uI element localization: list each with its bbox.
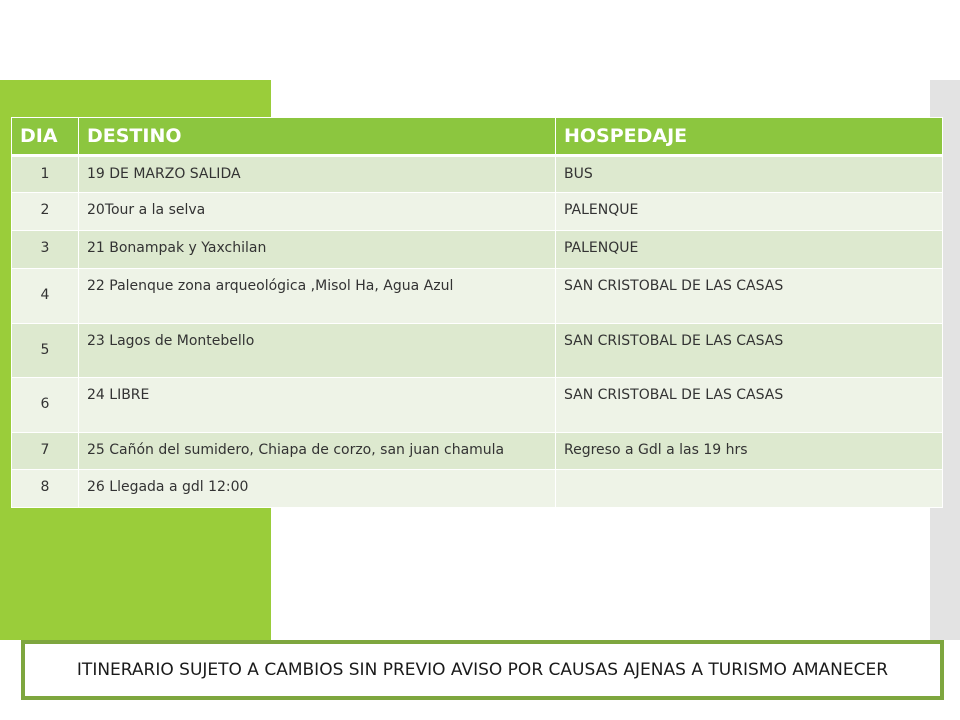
itinerary-table-container — [11, 117, 942, 508]
cell-dia: 8 — [12, 470, 79, 508]
cell-destino: 23 Lagos de Montebello — [79, 324, 556, 378]
cell-dia: 3 — [12, 231, 79, 269]
table-row — [12, 470, 943, 508]
cell-destino: 22 Palenque zona arqueológica ,Misol Ha, Agua Azul — [79, 269, 556, 324]
table-row — [12, 269, 943, 324]
table-row — [12, 433, 943, 470]
itinerary-table — [11, 117, 943, 508]
table-row — [12, 378, 943, 433]
cell-dia: 4 — [12, 269, 79, 324]
cell-destino: 19 DE MARZO SALIDA — [79, 156, 556, 193]
cell-hospedaje: Regreso a Gdl a las 19 hrs — [556, 433, 943, 470]
header-hospedaje: HOSPEDAJE — [556, 118, 943, 156]
cell-hospedaje: PALENQUE — [556, 193, 943, 231]
cell-hospedaje: BUS — [556, 156, 943, 193]
footer-notice-box — [21, 640, 944, 700]
cell-dia: 7 — [12, 433, 79, 470]
cell-hospedaje: SAN CRISTOBAL DE LAS CASAS — [556, 378, 943, 433]
cell-hospedaje: SAN CRISTOBAL DE LAS CASAS — [556, 269, 943, 324]
table-row — [12, 324, 943, 378]
cell-hospedaje — [556, 470, 943, 508]
cell-destino: 21 Bonampak y Yaxchilan — [79, 231, 556, 269]
table-row — [12, 193, 943, 231]
footer-notice-text: ITINERARIO SUJETO A CAMBIOS SIN PREVIO AVISO POR CAUSAS AJENAS A TURISMO AMANECER — [76, 660, 889, 680]
cell-destino: 25 Cañón del sumidero, Chiapa de corzo, san juan chamula — [79, 433, 556, 470]
cell-hospedaje: PALENQUE — [556, 231, 943, 269]
table-row — [12, 156, 943, 193]
cell-dia: 2 — [12, 193, 79, 231]
cell-destino: 26 Llegada a gdl 12:00 — [79, 470, 556, 508]
table-row — [12, 231, 943, 269]
cell-destino: 24 LIBRE — [79, 378, 556, 433]
cell-dia: 1 — [12, 156, 79, 193]
header-dia: DIA — [12, 118, 79, 156]
cell-dia: 5 — [12, 324, 79, 378]
header-destino: DESTINO — [79, 118, 556, 156]
cell-destino: 20Tour a la selva — [79, 193, 556, 231]
table-header-row — [12, 118, 943, 156]
cell-hospedaje: SAN CRISTOBAL DE LAS CASAS — [556, 324, 943, 378]
cell-dia: 6 — [12, 378, 79, 433]
